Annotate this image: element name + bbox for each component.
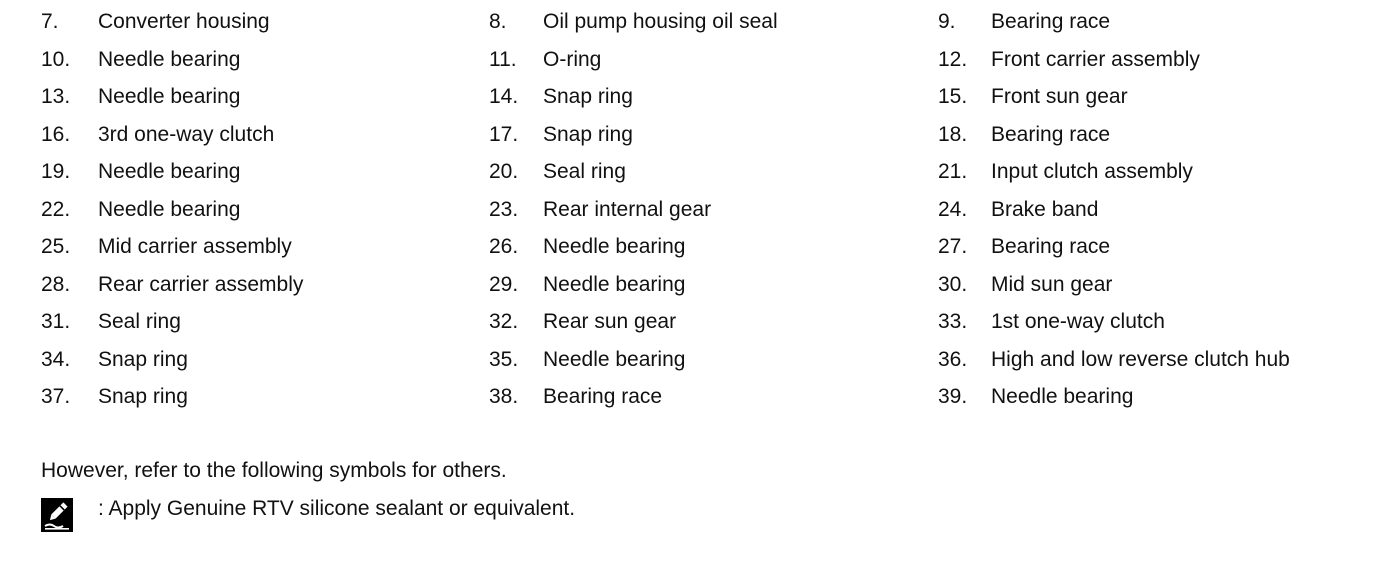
part-number: 37. (41, 385, 71, 408)
part-name: Seal ring (543, 160, 626, 183)
parts-row (0, 228, 1376, 266)
part-name: Needle bearing (98, 85, 241, 108)
part-number: 38. (489, 385, 519, 408)
part-name: Bearing race (991, 122, 1111, 146)
parts-row (0, 266, 1376, 304)
part-name: Needle bearing (98, 197, 241, 221)
part-number: 8. (489, 10, 507, 33)
part-number: 19. (41, 160, 71, 183)
part-name: Seal ring (98, 310, 181, 333)
part-name: Needle bearing (98, 160, 241, 183)
part-name: Rear sun gear (543, 310, 677, 333)
symbol-legend-item (41, 494, 741, 534)
parts-row (0, 41, 1376, 79)
part-number: 35. (489, 347, 519, 371)
part-name: Needle bearing (543, 272, 686, 296)
part-number: 36. (938, 347, 968, 371)
parts-row (0, 303, 1376, 341)
part-number: 30. (938, 272, 968, 296)
part-name: Bearing race (991, 235, 1111, 258)
parts-row (0, 378, 1376, 416)
part-name: Rear internal gear (543, 197, 712, 221)
part-number: 13. (41, 85, 71, 108)
part-name: Front sun gear (991, 85, 1128, 108)
part-number: 14. (489, 85, 519, 108)
part-name: Snap ring (543, 122, 633, 146)
part-name: Converter housing (98, 10, 270, 33)
part-number: 10. (41, 47, 71, 71)
part-name: Mid carrier assembly (98, 235, 292, 258)
parts-row (0, 78, 1376, 116)
part-number: 24. (938, 197, 968, 221)
part-name: Needle bearing (543, 347, 686, 371)
parts-row (0, 3, 1376, 41)
part-name: Brake band (991, 197, 1099, 221)
part-name: 1st one-way clutch (991, 310, 1165, 333)
part-name: Input clutch assembly (991, 160, 1193, 183)
part-number: 28. (41, 272, 71, 296)
part-name: Snap ring (98, 347, 188, 371)
sealant-pencil-icon (41, 498, 73, 532)
part-number: 31. (41, 310, 71, 333)
part-number: 25. (41, 235, 71, 258)
part-name: High and low reverse clutch hub (991, 347, 1290, 371)
part-number: 20. (489, 160, 519, 183)
part-number: 34. (41, 347, 71, 371)
part-number: 33. (938, 310, 968, 333)
part-number: 7. (41, 10, 59, 33)
parts-row (0, 191, 1376, 229)
part-number: 27. (938, 235, 968, 258)
part-number: 9. (938, 10, 956, 33)
part-name: Needle bearing (543, 235, 686, 258)
part-name: Bearing race (991, 10, 1111, 33)
part-number: 32. (489, 310, 519, 333)
symbols-note: However, refer to the following symbols for others. (41, 459, 507, 482)
part-name: Snap ring (98, 385, 188, 408)
parts-row (0, 153, 1376, 191)
symbol-description: : Apply Genuine RTV silicone sealant or equivalent. (98, 497, 576, 520)
part-number: 26. (489, 235, 519, 258)
part-number: 18. (938, 122, 968, 146)
part-name: Needle bearing (98, 47, 241, 71)
part-name: Front carrier assembly (991, 47, 1200, 71)
part-number: 22. (41, 197, 71, 221)
part-name: Needle bearing (991, 385, 1134, 408)
parts-list (0, 3, 1376, 416)
part-number: 29. (489, 272, 519, 296)
part-number: 23. (489, 197, 519, 221)
part-name: Rear carrier assembly (98, 272, 304, 296)
part-number: 39. (938, 385, 968, 408)
part-name: Bearing race (543, 385, 663, 408)
part-name: Oil pump housing oil seal (543, 10, 778, 33)
parts-row (0, 341, 1376, 379)
part-name: O-ring (543, 47, 602, 71)
part-name: 3rd one-way clutch (98, 122, 275, 146)
part-number: 11. (489, 47, 517, 71)
part-name: Mid sun gear (991, 272, 1113, 296)
part-number: 16. (41, 122, 71, 146)
parts-row (0, 116, 1376, 154)
part-number: 17. (489, 122, 519, 146)
part-name: Snap ring (543, 85, 633, 108)
part-number: 12. (938, 47, 968, 71)
part-number: 15. (938, 85, 968, 108)
part-number: 21. (938, 160, 968, 183)
